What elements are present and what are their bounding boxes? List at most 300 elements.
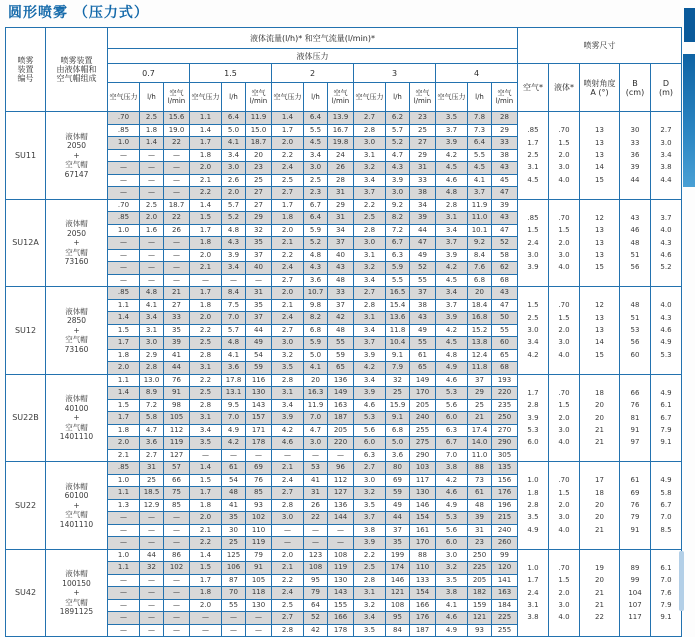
data-cell-text: 11.0 xyxy=(471,213,488,222)
data-cell-text: 3.7 xyxy=(363,338,376,347)
device-composition-text: 2050 xyxy=(66,228,87,238)
data-cell-text: 40 xyxy=(254,263,263,272)
data-cell-text: 52 xyxy=(311,613,320,622)
data-cell xyxy=(386,587,410,600)
data-cell-text: 3.8 xyxy=(445,588,458,597)
data-cell xyxy=(164,287,190,300)
data-cell-text: 44 xyxy=(418,225,427,234)
data-cell-text: 4.2 xyxy=(363,363,376,372)
data-cell-text: 1.3 xyxy=(117,500,130,509)
spray-size-cell-text: 3.9 xyxy=(527,263,539,272)
data-cell-text: 4.8 xyxy=(145,288,158,297)
data-cell xyxy=(328,162,354,175)
data-cell-text: 3.9 xyxy=(391,175,404,184)
data-cell-text: 4.9 xyxy=(445,500,458,509)
col-header-air-lmin-text: 空气 xyxy=(169,89,184,97)
data-cell-text: — xyxy=(120,525,127,534)
data-cell-text: 40 xyxy=(336,250,345,259)
col-header-device-no-text: 喷雾 xyxy=(17,56,34,65)
data-cell xyxy=(304,549,328,562)
data-cell-text: 33 xyxy=(172,313,181,322)
data-cell xyxy=(164,424,190,437)
data-cell xyxy=(410,374,436,387)
data-cell-text: .70 xyxy=(117,200,130,209)
data-cell-text: 23 xyxy=(418,113,427,122)
data-cell-text: 3.2 xyxy=(363,600,376,609)
spray-size-cell-text: 79 xyxy=(630,513,640,522)
data-cell-text: 48 xyxy=(475,500,484,509)
data-cell xyxy=(468,112,492,125)
data-cell-text: — xyxy=(312,450,319,459)
data-cell xyxy=(468,124,492,137)
data-cell-text: 5.7 xyxy=(227,200,240,209)
data-cell xyxy=(436,612,468,625)
spray-size-cell-text: 4.9 xyxy=(660,476,672,485)
data-cell-text: 48 xyxy=(229,488,238,497)
data-cell xyxy=(468,299,492,312)
data-cell xyxy=(304,349,328,362)
data-cell-text: 18.4 xyxy=(471,300,488,309)
data-cell xyxy=(108,124,140,137)
data-cell xyxy=(304,499,328,512)
spray-size-cell-text: 4.0 xyxy=(558,613,570,622)
data-cell xyxy=(410,624,436,637)
data-cell xyxy=(108,137,140,150)
data-cell xyxy=(108,287,140,300)
data-cell xyxy=(164,312,190,325)
data-cell xyxy=(108,112,140,125)
device-id-text: SU22 xyxy=(14,500,37,510)
data-cell xyxy=(246,599,272,612)
data-cell-text: — xyxy=(173,263,180,272)
data-cell-text: 59 xyxy=(393,488,402,497)
data-cell xyxy=(108,424,140,437)
data-cell xyxy=(190,549,222,562)
device-id xyxy=(6,287,46,375)
col-header-spray-col xyxy=(580,64,620,112)
data-cell xyxy=(354,387,386,400)
data-cell-text: 8.4 xyxy=(473,250,486,259)
spray-size-cell xyxy=(580,287,620,375)
data-cell-text: 15.4 xyxy=(389,300,406,309)
data-cell xyxy=(328,262,354,275)
data-cell-text: 31 xyxy=(418,163,427,172)
data-cell xyxy=(222,462,246,475)
data-cell-text: 108 xyxy=(333,550,348,559)
spray-size-cell-text: 4.0 xyxy=(558,525,570,534)
data-cell-text: 3.9 xyxy=(445,138,458,147)
data-cell-text: 49 xyxy=(418,325,427,334)
data-cell-text: 2.0 xyxy=(199,163,212,172)
spray-size-cell-text: 1.5 xyxy=(558,576,570,585)
data-cell-text: 2.8 xyxy=(445,200,458,209)
data-cell-text: 2.0 xyxy=(117,363,130,372)
data-cell-text: 3.0 xyxy=(363,475,376,484)
data-cell xyxy=(190,624,222,637)
spray-size-cell-text: 56 xyxy=(630,263,640,272)
spray-size-cell-text: 1.5 xyxy=(527,226,539,235)
page-edge-tab xyxy=(683,54,695,187)
spray-size-cell-text: 43 xyxy=(630,213,640,222)
data-cell xyxy=(468,499,492,512)
data-cell-text: 5.5 xyxy=(473,150,486,159)
spray-size-cell-text: 1.5 xyxy=(527,301,539,310)
data-cell xyxy=(354,412,386,425)
data-cell-text: 53 xyxy=(311,463,320,472)
data-cell-text: 3.7 xyxy=(473,188,486,197)
data-cell-text: 119 xyxy=(251,538,266,547)
data-cell-text: — xyxy=(120,625,127,634)
data-cell xyxy=(108,299,140,312)
data-cell-text: 43 xyxy=(500,213,509,222)
data-cell xyxy=(222,337,246,350)
data-cell xyxy=(246,362,272,375)
data-cell-text: 176 xyxy=(415,613,430,622)
data-cell-text: 2.5 xyxy=(281,600,294,609)
data-cell xyxy=(164,462,190,475)
data-cell-text: 3.1 xyxy=(363,313,376,322)
data-cell xyxy=(164,237,190,250)
col-header-air-lmin-text: 空气 xyxy=(497,89,512,97)
data-cell xyxy=(164,612,190,625)
data-cell xyxy=(222,362,246,375)
data-cell-text: 18.5 xyxy=(143,488,160,497)
spray-size-cell xyxy=(518,287,549,375)
data-cell-text: 23 xyxy=(475,538,484,547)
data-cell-text: 3.9 xyxy=(281,413,294,422)
data-cell-text: 240 xyxy=(415,413,430,422)
data-cell xyxy=(108,337,140,350)
data-cell xyxy=(190,162,222,175)
data-cell-text: 6.0 xyxy=(445,413,458,422)
data-cell-text: 4.6 xyxy=(445,175,458,184)
data-cell-text: 2.5 xyxy=(363,213,376,222)
data-cell xyxy=(246,249,272,262)
data-cell-text: 4.9 xyxy=(445,363,458,372)
data-cell-text: — xyxy=(173,188,180,197)
data-cell xyxy=(468,199,492,212)
data-cell-text: 41 xyxy=(172,350,181,359)
data-cell-text: 3.4 xyxy=(227,263,240,272)
col-header-spray-col xyxy=(518,64,549,112)
col-header-air-pressure xyxy=(108,83,140,112)
data-cell-text: 3.0 xyxy=(309,438,322,447)
spray-size-cell-text: 3.1 xyxy=(527,163,539,172)
data-cell-text: 112 xyxy=(333,475,348,484)
device-composition-text: 40100 xyxy=(64,403,89,413)
data-cell xyxy=(468,137,492,150)
data-cell-text: 3.7 xyxy=(363,188,376,197)
data-cell-text: 28 xyxy=(500,113,509,122)
data-cell xyxy=(354,349,386,362)
data-cell-text: 174 xyxy=(390,563,405,572)
data-cell xyxy=(222,574,246,587)
data-cell-text: 305 xyxy=(497,450,512,459)
data-cell-text: 4.6 xyxy=(445,375,458,384)
data-cell-text: 136 xyxy=(333,375,348,384)
data-cell xyxy=(492,499,518,512)
data-cell-text: — xyxy=(148,250,155,259)
data-cell-text: 1.8 xyxy=(117,350,130,359)
data-cell xyxy=(140,337,164,350)
spray-size-cell-text: 20 xyxy=(595,501,604,510)
data-cell xyxy=(164,249,190,262)
data-cell-text: 2.4 xyxy=(281,475,294,484)
data-cell-text: 4.8 xyxy=(227,225,240,234)
data-cell xyxy=(108,249,140,262)
data-cell-text: 7.9 xyxy=(391,363,404,372)
spray-size-cell-text: 1.5 xyxy=(558,138,570,147)
data-cell xyxy=(108,274,140,287)
data-cell xyxy=(108,474,140,487)
data-cell xyxy=(140,437,164,450)
data-cell-text: 3.4 xyxy=(363,613,376,622)
data-cell xyxy=(190,562,222,575)
table-row xyxy=(6,549,682,562)
data-cell-text: 3.0 xyxy=(309,163,322,172)
spray-size-cell-text: 3.4 xyxy=(660,151,672,160)
col-header-liquid-lh-text: l/h xyxy=(311,93,320,101)
data-cell-text: 119 xyxy=(333,563,348,572)
data-cell-text: 3.2 xyxy=(363,263,376,272)
data-cell xyxy=(246,274,272,287)
device-composition-text: 73160 xyxy=(64,257,89,266)
data-cell-text: 1.7 xyxy=(199,138,212,147)
data-cell xyxy=(386,349,410,362)
data-cell xyxy=(190,524,222,537)
data-cell-text: 31 xyxy=(311,488,320,497)
data-cell xyxy=(246,562,272,575)
data-cell-text: 255 xyxy=(415,425,430,434)
data-cell-text: 6.0 xyxy=(363,438,376,447)
spray-size-cell xyxy=(580,374,620,462)
col-header-composition-text: 空气帽组成 xyxy=(56,74,97,83)
data-cell-text: 41 xyxy=(311,475,320,484)
data-cell-text: 85 xyxy=(254,488,263,497)
data-cell xyxy=(222,162,246,175)
spray-size-cell-text: 2.7 xyxy=(660,126,672,135)
data-cell-text: 2.8 xyxy=(145,363,158,372)
data-cell xyxy=(222,487,246,500)
device-composition xyxy=(46,462,108,550)
data-cell-text: 1.4 xyxy=(145,138,158,147)
data-cell-text: .85 xyxy=(117,463,130,472)
data-cell xyxy=(386,574,410,587)
device-id xyxy=(6,199,46,287)
data-cell-text: 24 xyxy=(336,150,345,159)
spray-size-cell-text: .70 xyxy=(558,213,570,222)
data-cell-text: 3.6 xyxy=(391,450,404,459)
data-cell-text: — xyxy=(202,450,209,459)
device-composition-text: + xyxy=(73,238,80,247)
data-cell-text: — xyxy=(173,250,180,259)
data-cell xyxy=(328,412,354,425)
data-cell xyxy=(410,337,436,350)
data-cell-text: 31 xyxy=(336,188,345,197)
data-cell xyxy=(190,274,222,287)
data-cell-text: — xyxy=(337,450,344,459)
col-header-air-lmin-text: l/min xyxy=(495,97,514,105)
data-cell-text: 4.1 xyxy=(227,138,240,147)
data-cell-text: 5.6 xyxy=(445,525,458,534)
data-cell-text: — xyxy=(148,275,155,284)
spray-size-cell xyxy=(518,549,549,637)
data-cell-text: 4.3 xyxy=(309,263,322,272)
data-cell-text: 2.5 xyxy=(145,200,158,209)
data-cell-text: 4.9 xyxy=(227,425,240,434)
data-cell xyxy=(410,574,436,587)
data-cell xyxy=(354,249,386,262)
data-cell xyxy=(164,224,190,237)
col-header-air-lmin xyxy=(164,83,190,112)
data-cell xyxy=(436,537,468,550)
spray-size-cell-text: 66 xyxy=(630,388,640,397)
spray-size-cell-text: 13 xyxy=(595,250,604,259)
spray-size-cell-text: 2.0 xyxy=(558,588,570,597)
data-cell xyxy=(272,199,304,212)
data-cell xyxy=(140,549,164,562)
data-cell xyxy=(492,312,518,325)
col-header-spray-col-text: (cm) xyxy=(625,87,645,97)
data-cell-text: 182 xyxy=(472,588,487,597)
data-cell-text: 1.8 xyxy=(199,238,212,247)
data-cell-text: 35 xyxy=(172,325,181,334)
data-cell xyxy=(222,174,246,187)
data-cell xyxy=(436,224,468,237)
data-cell-text: 69 xyxy=(254,463,263,472)
data-cell xyxy=(386,537,410,550)
data-cell xyxy=(272,462,304,475)
data-cell xyxy=(386,312,410,325)
data-cell-text: 3.9 xyxy=(445,250,458,259)
data-cell xyxy=(410,399,436,412)
data-cell xyxy=(140,412,164,425)
spray-size-cell-text: 61 xyxy=(630,476,640,485)
data-cell xyxy=(164,399,190,412)
data-cell-text: 149 xyxy=(333,388,348,397)
data-cell xyxy=(108,574,140,587)
data-cell xyxy=(108,524,140,537)
data-cell-text: 2.8 xyxy=(363,300,376,309)
spray-size-cell-text: 3.0 xyxy=(527,250,539,259)
data-cell xyxy=(246,612,272,625)
data-cell-text: 3.4 xyxy=(281,400,294,409)
data-cell xyxy=(140,524,164,537)
spray-size-cell-text: 21 xyxy=(595,600,604,609)
spray-size-cell-text: 7.6 xyxy=(660,588,672,597)
col-header-liquid-lh xyxy=(140,83,164,112)
device-composition-text: + xyxy=(73,325,80,335)
data-cell-text: 3.6 xyxy=(145,438,158,447)
data-cell xyxy=(354,474,386,487)
data-cell-text: 2.3 xyxy=(309,188,322,197)
data-cell-text: 93 xyxy=(254,500,263,509)
data-cell-text: 119 xyxy=(169,438,184,447)
data-cell-text: 3.1 xyxy=(363,250,376,259)
data-cell xyxy=(246,399,272,412)
data-cell xyxy=(410,512,436,525)
data-cell-text: 9.1 xyxy=(391,413,404,422)
data-cell-text: 4.5 xyxy=(445,338,458,347)
data-cell xyxy=(222,287,246,300)
data-cell-text: 7.6 xyxy=(473,263,486,272)
col-header-air-pressure-text: 空气压力 xyxy=(109,93,138,101)
col-header-air-pressure xyxy=(354,83,386,112)
col-header-liquid-lh xyxy=(222,83,246,112)
data-cell xyxy=(164,387,190,400)
data-cell xyxy=(140,299,164,312)
data-cell-text: 2.4 xyxy=(281,263,294,272)
data-cell-text: 4.5 xyxy=(445,163,458,172)
spray-size-cell-text: 3.8 xyxy=(527,613,539,622)
data-cell xyxy=(304,312,328,325)
device-composition-text: 空气帽 xyxy=(65,160,88,169)
data-cell-text: 37 xyxy=(336,238,345,247)
device-composition-text: 空气帽 xyxy=(65,510,88,519)
spray-size-cell xyxy=(620,287,651,375)
data-cell xyxy=(328,499,354,512)
data-cell xyxy=(492,212,518,225)
spray-size-cell-text: 2.8 xyxy=(527,501,539,510)
data-cell xyxy=(386,237,410,250)
data-cell xyxy=(386,224,410,237)
data-cell xyxy=(108,587,140,600)
data-cell xyxy=(492,274,518,287)
data-cell xyxy=(354,149,386,162)
table-row xyxy=(6,112,682,125)
data-cell xyxy=(468,612,492,625)
data-cell-text: 1.5 xyxy=(117,325,130,334)
data-cell xyxy=(328,237,354,250)
data-cell-text: — xyxy=(120,600,127,609)
data-cell-text: 15.6 xyxy=(168,113,185,122)
data-cell-text: 25 xyxy=(475,400,484,409)
data-cell-text: 5.2 xyxy=(391,138,404,147)
data-cell-text: 2.5 xyxy=(281,175,294,184)
data-cell-text: 44 xyxy=(147,550,156,559)
data-cell-text: 48 xyxy=(336,275,345,284)
data-cell xyxy=(354,274,386,287)
data-cell xyxy=(468,324,492,337)
device-composition xyxy=(46,199,108,287)
col-header-air-lmin xyxy=(328,83,354,112)
data-cell xyxy=(246,587,272,600)
spray-size-cell-text: 30 xyxy=(630,126,640,135)
data-cell xyxy=(190,437,222,450)
data-cell-text: 3.5 xyxy=(363,500,376,509)
data-cell-text: .85 xyxy=(117,125,130,134)
data-cell-text: 44 xyxy=(172,363,181,372)
spray-size-cell-text: 1.8 xyxy=(527,488,539,497)
device-composition-text: + xyxy=(73,588,80,597)
data-cell xyxy=(304,487,328,500)
data-cell xyxy=(386,262,410,275)
data-cell xyxy=(354,424,386,437)
data-cell-text: 17.8 xyxy=(225,375,242,384)
data-cell-text: — xyxy=(148,613,155,622)
data-cell xyxy=(436,312,468,325)
data-cell-text: 2.8 xyxy=(281,375,294,384)
data-cell xyxy=(436,287,468,300)
data-cell-text: 3.0 xyxy=(281,513,294,522)
data-cell-text: 20 xyxy=(475,288,484,297)
data-cell xyxy=(492,187,518,200)
data-cell xyxy=(436,562,468,575)
data-cell xyxy=(328,449,354,462)
data-cell-text: 26 xyxy=(172,225,181,234)
col-header-spray-col-text: A (°) xyxy=(590,87,609,97)
data-cell-text: 178 xyxy=(251,438,266,447)
